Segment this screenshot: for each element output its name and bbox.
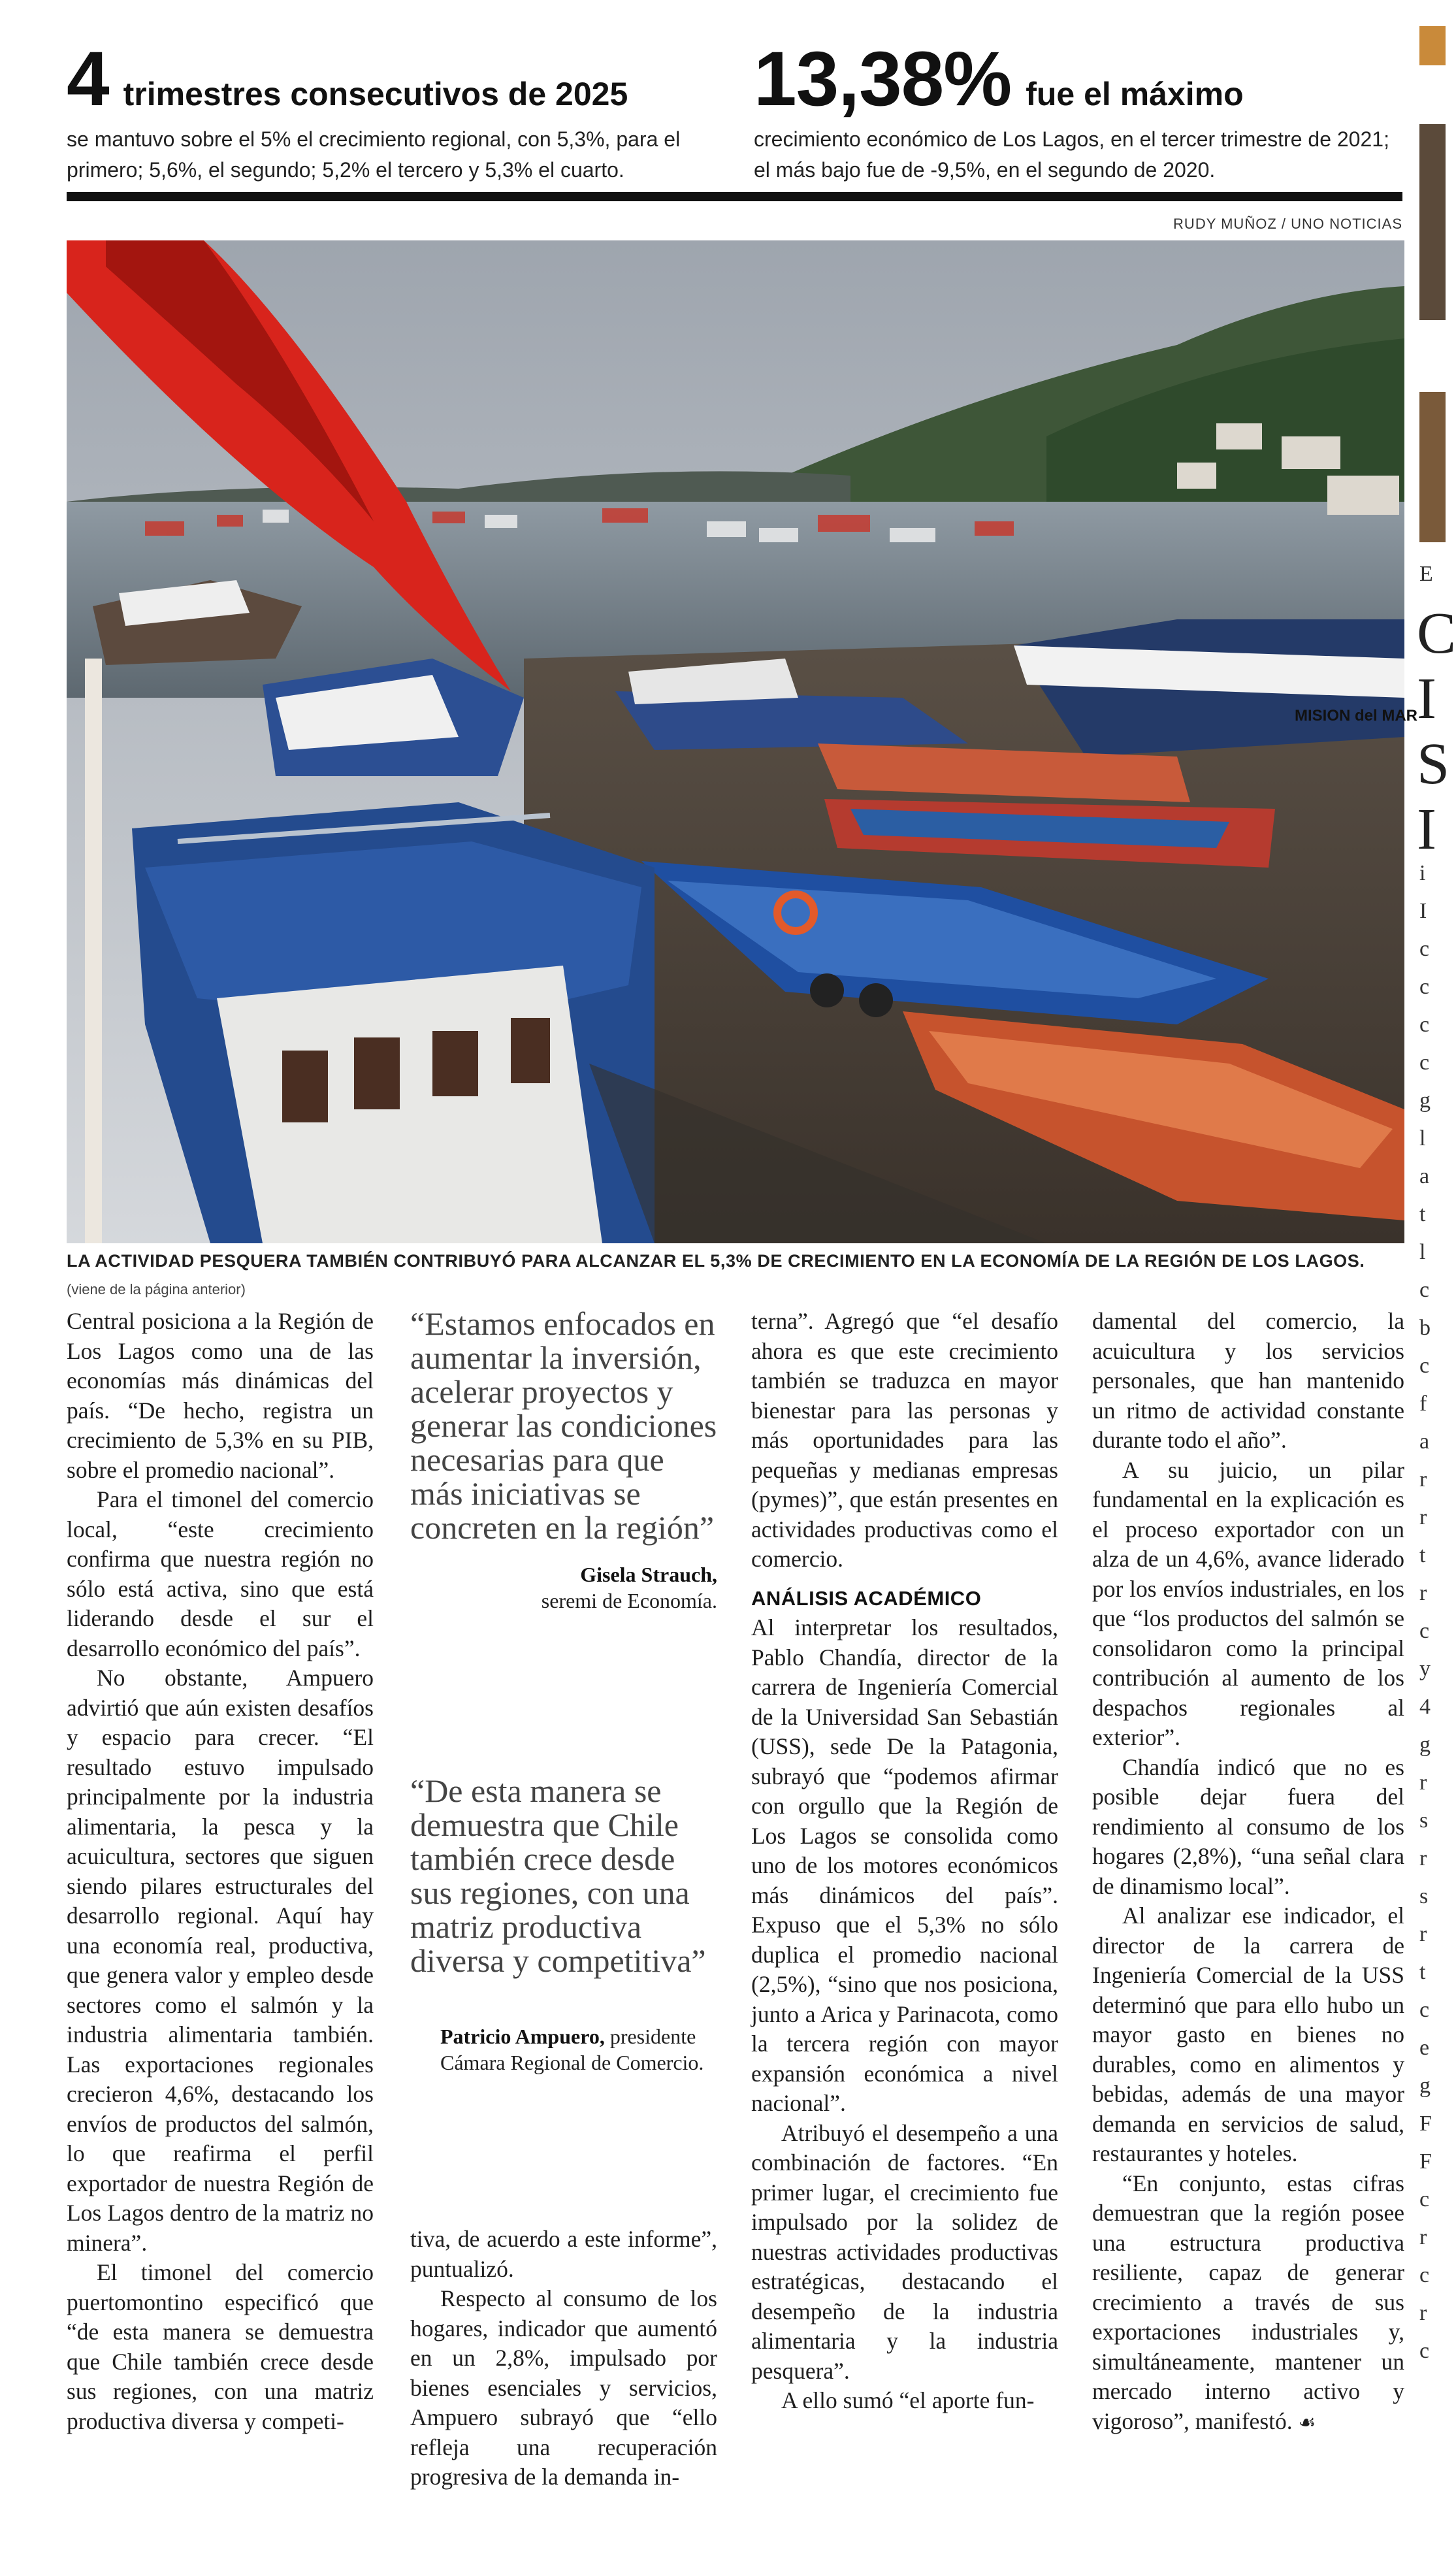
adjacent-page-letter: C bbox=[1417, 601, 1456, 666]
adjacent-page-edge bbox=[1414, 0, 1456, 2561]
key-figure-heading bbox=[67, 36, 739, 122]
adjacent-page-letter: r bbox=[1419, 2301, 1427, 2325]
paragraph: Chandía indicó que no es posible dejar fuera del rendimiento al consumo de los hogares (2,8%), “una señal clara de dinamismo local”. bbox=[1092, 1754, 1404, 1899]
adjacent-photo-fragment bbox=[1419, 124, 1446, 320]
adjacent-page-letter: r bbox=[1419, 2225, 1427, 2249]
quote-author-name: Gisela Strauch, bbox=[580, 1563, 717, 1586]
adjacent-page-letter: c bbox=[1419, 1619, 1430, 1643]
adjacent-page-letter: y bbox=[1419, 1657, 1431, 1681]
adjacent-page-letter: s bbox=[1419, 1884, 1429, 1908]
adjacent-page-letter: I bbox=[1419, 899, 1427, 923]
adjacent-page-letter: 4 bbox=[1419, 1695, 1431, 1719]
paragraph: terna”. Agregó que “el desafío ahora es que este crecimiento también se traduzca en mayor bienestar para las personas y más oportunidades para las pequeñas y medianas empresas (pymes)”, que están presentes en actividades productivas como el comercio. bbox=[751, 1308, 1058, 1572]
pull-quote-text: “Estamos enfocados en aumentar la inversión, acelerar proyectos y generar las condiciones necesarias para que más iniciativas se concreten en la región” bbox=[410, 1305, 717, 1546]
harbor-photo bbox=[67, 240, 1418, 1243]
paragraph: Al analizar ese indicador, el director de la carrera de Ingeniería Comercial de la USS determinó que para ello hubo un mayor gasto en bienes no durables, como en alimentos y bebidas, además de una mayor demanda en servicios de salud, restaurantes y hoteles. bbox=[1092, 1902, 1404, 2166]
adjacent-page-letter: c bbox=[1419, 1013, 1430, 1037]
key-figure-headline: fue el máximo bbox=[1026, 76, 1244, 112]
photo-caption: LA ACTIVIDAD PESQUERA TAMBIÉN CONTRIBUYÓ PARA ALCANZAR EL 5,3% DE CRECIMIENTO EN LA ECONOMÍA DE LA REGIÓN DE LOS LAGOS. bbox=[67, 1251, 1365, 1271]
section-divider bbox=[67, 192, 1402, 201]
quote-author bbox=[410, 1561, 717, 1588]
article-column-1 bbox=[67, 1307, 374, 2436]
adjacent-page-letter: t bbox=[1419, 1960, 1426, 1984]
adjacent-page-letter: c bbox=[1419, 937, 1430, 961]
key-figure-maximum bbox=[754, 36, 1407, 186]
adjacent-page-letter: r bbox=[1419, 1505, 1427, 1529]
adjacent-page-letter: F bbox=[1419, 2149, 1432, 2174]
adjacent-page-letter: l bbox=[1419, 1240, 1426, 1264]
adjacent-page-letter: t bbox=[1419, 1543, 1426, 1567]
adjacent-page-letter: c bbox=[1419, 1354, 1430, 1378]
article-column-2 bbox=[410, 2225, 717, 2492]
quote-author bbox=[410, 2023, 717, 2049]
end-mark-icon: ☙ bbox=[1298, 2411, 1316, 2434]
adjacent-page-letter: c bbox=[1419, 2339, 1430, 2363]
adjacent-page-letter: r bbox=[1419, 1846, 1427, 1870]
adjacent-page-letter: r bbox=[1419, 1581, 1427, 1605]
adjacent-page-letter: r bbox=[1419, 1770, 1427, 1795]
key-figure-headline: trimestres consecutivos de 2025 bbox=[123, 76, 628, 112]
paragraph: damental del comercio, la acuicultura y los servicios personales, que han mantenido un ritmo de actividad constante durante todo el año”. bbox=[1092, 1308, 1404, 1453]
section-subheading: ANÁLISIS ACADÉMICO bbox=[751, 1586, 982, 1610]
adjacent-page-letter: f bbox=[1419, 1392, 1427, 1416]
key-figure-text: crecimiento económico de Los Lagos, en el tercer trimestre de 2021; el más bajo fue de -9,5%, en el segundo de 2020. bbox=[754, 127, 1389, 182]
paragraph: A ello sumó “el aporte fun- bbox=[781, 2387, 1035, 2413]
adjacent-photo-fragment bbox=[1419, 26, 1446, 65]
paragraph bbox=[1092, 2169, 1404, 2438]
quote-author-role: seremi de Economía. bbox=[541, 1589, 717, 1612]
paragraph: El timonel del comercio puertomontino especificó que “de esta manera se demuestra que Chile también crece desde sus regiones, con una matriz productiva diversa y competi- bbox=[67, 2259, 374, 2434]
boat-name-label: MISION del MAR bbox=[1295, 707, 1418, 725]
adjacent-page-letter: r bbox=[1419, 1922, 1427, 1946]
pull-quote-strauch bbox=[410, 1307, 717, 1614]
adjacent-page-letter: E bbox=[1419, 562, 1433, 586]
article-column-3 bbox=[751, 1307, 1058, 2416]
paragraph-text: “En conjunto, estas cifras demuestran que la región posee una estructura productiva resiliente, capaz de generar crecimiento a través de sus exportaciones industriales y, simultáneamente, mantener un mercado interno activo y vigoroso”, manifestó. bbox=[1092, 2170, 1404, 2434]
key-figure-number: 4 bbox=[67, 36, 109, 122]
adjacent-page-letter: t bbox=[1419, 1202, 1426, 1226]
adjacent-page-letter: b bbox=[1419, 1316, 1431, 1340]
fishing-harbor-illustration bbox=[67, 240, 1418, 1243]
adjacent-page-letter: g bbox=[1419, 1733, 1431, 1757]
key-figures-band bbox=[67, 36, 1402, 191]
adjacent-page-letter: e bbox=[1419, 2036, 1430, 2060]
pull-quote-ampuero bbox=[410, 1774, 717, 2076]
key-figure-heading bbox=[754, 36, 1407, 122]
paragraph: Para el timonel del comercio local, “este crecimiento confirma que nuestra región no sólo está activa, sino que está liderando desde el sur el desarrollo económico del país”. bbox=[67, 1486, 374, 1661]
paragraph: Al interpretar los resultados, Pablo Chandía, director de la carrera de Ingeniería Comercial de la Universidad San Sebastián (USS), sede De la Patagonia, subrayó que “podemos afirmar con orgullo que la Región de Los Lagos se consolida como uno de los motores económicos más dinámicos del país”. Expuso que el 5,3% no sólo duplica el promedio nacional (2,5%), “sino que nos posiciona, junto a Arica y Parinacota, como la tercera región con mayor expansión económica a nivel nacional”. bbox=[751, 1614, 1058, 2116]
adjacent-page-letter: r bbox=[1419, 1467, 1427, 1492]
key-figure-number: 13,38% bbox=[754, 36, 1012, 122]
paragraph: Atribuyó el desempeño a una combinación de factores. “En primer lugar, el crecimiento fue impulsado por la solidez de nuestras actividades productivas estratégicas, destacando el desempeño de la industria alimentaria y la industria pesquera”. bbox=[751, 2119, 1058, 2384]
continued-note: (viene de la página anterior) bbox=[67, 1281, 246, 1297]
quote-author-name: Patricio Ampuero, bbox=[440, 2025, 605, 2048]
key-figure-quarters bbox=[67, 36, 739, 186]
adjacent-page-letter: a bbox=[1419, 1164, 1430, 1188]
adjacent-photo-fragment bbox=[1419, 392, 1446, 542]
adjacent-page-letter: l bbox=[1419, 1126, 1426, 1150]
adjacent-page-letter: c bbox=[1419, 2187, 1430, 2211]
adjacent-page-letter: c bbox=[1419, 1051, 1430, 1075]
adjacent-page-letter: s bbox=[1419, 1808, 1429, 1833]
adjacent-page-letter: g bbox=[1419, 2074, 1431, 2098]
paragraph: Central posiciona a la Región de Los Lagos como una de las economías más dinámicas del país. “De hecho, registra un crecimiento de 5,3% en su PIB, sobre el promedio nacional”. bbox=[67, 1308, 374, 1483]
key-figure-text: se mantuvo sobre el 5% el crecimiento regional, con 5,3%, para el primero; 5,6%, el segundo; 5,2% el tercero y 5,3% el cuarto. bbox=[67, 127, 681, 182]
photo-credit: RUDY MUÑOZ / UNO NOTICIAS bbox=[1173, 216, 1402, 232]
adjacent-page-letter: c bbox=[1419, 2263, 1430, 2287]
paragraph: tiva, de acuerdo a este informe”, puntualizó. bbox=[410, 2226, 717, 2282]
adjacent-page-letter: I bbox=[1417, 797, 1436, 862]
adjacent-page-letter: F bbox=[1419, 2112, 1432, 2136]
adjacent-page-letter: c bbox=[1419, 1278, 1430, 1302]
adjacent-page-letter: c bbox=[1419, 1998, 1430, 2022]
adjacent-page-letter: a bbox=[1419, 1429, 1430, 1454]
paragraph: A su juicio, un pilar fundamental en la explicación es el proceso exportador con un alza de un 4,6%, avance liderado por los envíos industriales, en los que “los productos del salmón se consolidaron como la principal contribución al aumento de los despachos regionales al exterior”. bbox=[1092, 1456, 1404, 1750]
paragraph: Respecto al consumo de los hogares, indicador que aumentó en un 2,8%, impulsado por bienes esenciales y servicios, Ampuero subrayó que “ello refleja una recuperación progresiva de la demanda in- bbox=[410, 2285, 717, 2490]
paragraph: No obstante, Ampuero advirtió que aún existen desafíos y espacio para crecer. “El resultado estuvo impulsado principalmente por la industria alimentaria, la pesca y la acuicultura, sectores que siguen siendo pilares estructurales del desarrollo regional. Aquí hay una economía real, productiva, que genera valor y empleo desde sectores como el salmón y la industria alimentaria también. Las exportaciones regionales crecieron 4,6%, destacando los envíos de productos del salmón, lo que reafirma el perfil exportador de nuestra Región de Los Lagos dentro de la matriz no minera”. bbox=[67, 1665, 374, 2256]
quote-author-organization: Cámara Regional de Comercio. bbox=[440, 2051, 704, 2074]
adjacent-page-letter: S bbox=[1417, 732, 1450, 796]
quote-author-role: presidente bbox=[604, 2025, 696, 2048]
pull-quote-text: “De esta manera se demuestra que Chile también crece desde sus regiones, con una matriz productiva diversa y competitiva” bbox=[410, 1772, 706, 1979]
adjacent-page-letter: g bbox=[1419, 1088, 1431, 1113]
article-column-4 bbox=[1092, 1307, 1404, 2438]
adjacent-page-letter: c bbox=[1419, 975, 1430, 999]
adjacent-page-letter: i bbox=[1419, 861, 1426, 885]
adjacent-page-letter: I bbox=[1417, 666, 1436, 731]
